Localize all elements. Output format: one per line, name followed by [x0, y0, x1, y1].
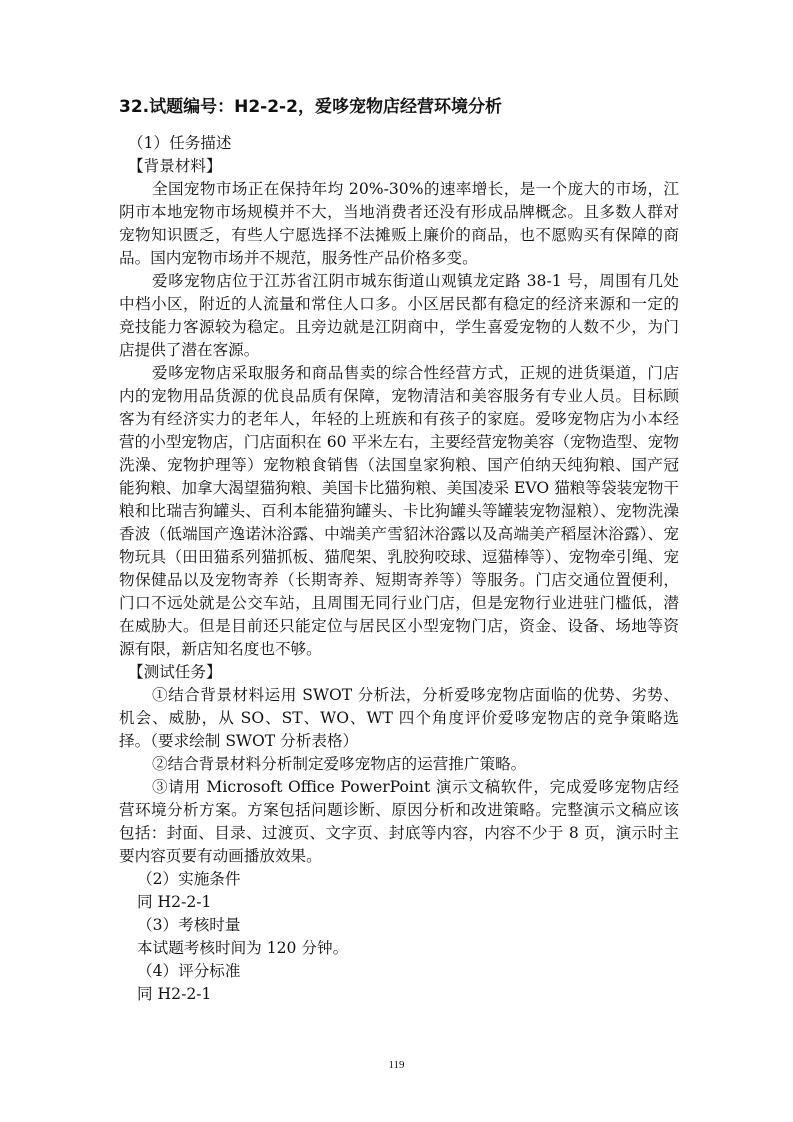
section-heading-conditions: （2）实施条件 [137, 870, 241, 888]
section-heading-task: （1）任务描述 [128, 134, 232, 152]
page-number: 119 [388, 1059, 405, 1071]
label-background: 【背景材料】 [128, 157, 222, 175]
page-title: 32.试题编号：H2-2-2，爱哆宠物店经营环境分析 [119, 97, 502, 117]
paragraph-background-1: 全国宠物市场正在保持年均 20%-30%的速率增长，是一个庞大的市场，江阴市本地宠物市场规模并不大，当地消费者还没有形成品牌概念。且多数人群对宠物知识匮乏，有些人宁愿选择不法摊贩上廉价的商品，也不愿购买有保障的商品。国内宠物市场并不规范，服务性产品价格多变。 [119, 180, 679, 267]
test-task-1: ①结合背景材料运用 SWOT 分析法，分析爱哆宠物店面临的优势、劣势、机会、威胁，从 SO、ST、WO、WT 四个角度评价爱哆宠物店的竞争策略选择。（要求绘制 SWOT 分析表格） [119, 686, 679, 750]
paragraph-background-2: 爱哆宠物店位于江苏省江阴市城东街道山观镇龙定路 38-1 号，周围有几处中档小区，附近的人流量和常住人口多。小区居民都有稳定的经济来源和一定的竞技能力客源较为稳定。且旁边就是江阴商中，学生喜爱宠物的人数不少，为门店提供了潜在客源。 [119, 272, 679, 359]
conditions-text: 同 H2-2-1 [137, 893, 212, 911]
label-test-tasks: 【测试任务】 [128, 663, 222, 681]
section-heading-time: （3）考核时量 [137, 916, 241, 934]
section-heading-scoring: （4）评分标准 [137, 962, 241, 980]
test-task-2: ②结合背景材料分析制定爱哆宠物店的运营推广策略。 [152, 755, 527, 773]
scoring-text: 同 H2-2-1 [137, 985, 212, 1003]
time-text: 本试题考核时间为 120 分钟。 [137, 939, 349, 957]
test-task-3: ③请用 Microsoft Office PowerPoint 演示文稿软件，完成爱哆宠物店经营环境分析方案。方案包括问题诊断、原因分析和改进策略。完整演示文稿应该包括：封面、目录、过渡页、文字页、封底等内容，内容不少于 8 页，演示时主要内容页要有动画播放效果。 [119, 778, 679, 865]
document-body [119, 132, 679, 1006]
paragraph-background-3: 爱哆宠物店采取服务和商品售卖的综合性经营方式，正规的进货渠道，门店内的宠物用品货源的优良品质有保障，宠物清洁和美容服务有专业人员。目标顾客为有经济实力的老年人，年轻的上班族和有孩子的家庭。爱哆宠物店为小本经营的小型宠物店，门店面积在 60 平米左右，主要经营宠物美容（宠物造型、宠物洗澡、宠物护理等）宠物粮食销售（法国皇家狗粮、国产伯纳天纯狗粮、国产冠能狗粮、加拿大渴望猫狗粮、美国卡比猫狗粮、美国凌采 EVO 猫粮等袋装宠物干粮和比瑞吉狗罐头、百利本能猫狗罐头、卡比狗罐头等罐装宠物湿粮）、宠物洗澡香波（低端国产逸诺沐浴露、中端美产雪貂沐浴露以及高端美产稻屋沐浴露）、宠物玩具（田田猫系列猫抓板、猫爬架、乳胶狗咬球、逗猫棒等）、宠物牵引绳、宠物保健品以及宠物寄养（长期寄养、短期寄养等）等服务。门店交通位置便利，门口不远处就是公交车站，且周围无同行业门店，但是宠物行业进驻门槛低，潜在威胁大。但是目前还只能定位与居民区小型宠物门店，资金、设备、场地等资源有限，新店知名度也不够。 [119, 364, 679, 658]
